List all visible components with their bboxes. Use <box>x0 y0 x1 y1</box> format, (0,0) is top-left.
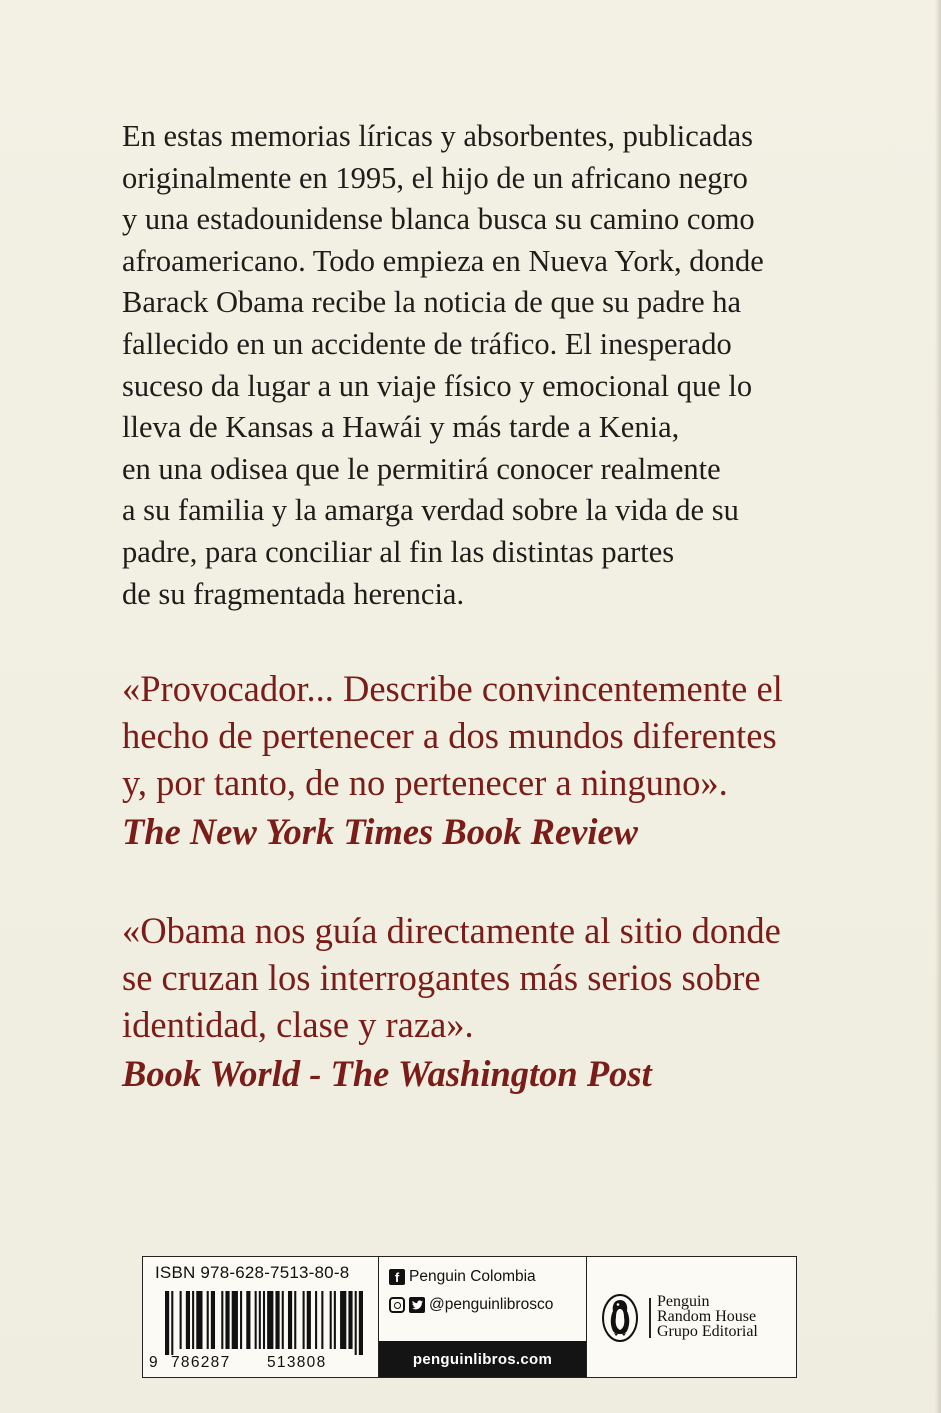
publisher-line: Random House <box>657 1308 757 1325</box>
facebook-icon: f <box>389 1269 405 1285</box>
synopsis-line: en una odisea que le permitirá conocer realmente <box>122 451 721 486</box>
handle-row <box>389 1296 553 1314</box>
synopsis-line: y una estadounidense blanca busca su camino como <box>122 202 755 237</box>
quote-source: The New York Times Book Review <box>122 811 639 852</box>
cover-edge-shadow <box>935 0 941 1413</box>
barcode-bar <box>171 1291 173 1355</box>
barcode-bar <box>315 1291 317 1349</box>
barcode-lead-digit: 9 <box>149 1354 159 1371</box>
barcode-bar <box>288 1291 292 1349</box>
barcode-bar <box>334 1291 336 1349</box>
review-quote-washington-post <box>122 907 842 1097</box>
publisher-panel <box>587 1257 796 1377</box>
barcode-bar <box>359 1291 363 1355</box>
instagram-icon <box>389 1297 405 1313</box>
barcode-bar <box>225 1291 229 1349</box>
barcode-bar <box>275 1291 279 1349</box>
website-url: penguinlibros.com <box>412 1350 553 1368</box>
barcode-right-digits: 513808 <box>267 1354 327 1371</box>
barcode-bar <box>307 1291 311 1349</box>
social-handle: @penguinlibrosco <box>429 1296 554 1313</box>
barcode-publisher-box <box>142 1256 797 1378</box>
website-bar <box>379 1341 586 1377</box>
barcode-panel <box>143 1257 379 1377</box>
barcode <box>165 1291 363 1355</box>
barcode-bar <box>240 1291 242 1349</box>
barcode-bar <box>255 1291 257 1349</box>
barcode-bar <box>207 1291 209 1349</box>
barcode-bar <box>263 1291 265 1349</box>
barcode-bar <box>180 1291 182 1349</box>
barcode-bar <box>232 1291 238 1349</box>
penguin-logo-icon <box>601 1293 639 1343</box>
barcode-bar <box>192 1291 194 1349</box>
barcode-bar <box>294 1291 296 1349</box>
facebook-name: Penguin Colombia <box>409 1268 536 1285</box>
barcode-bar <box>340 1291 346 1349</box>
social-panel <box>379 1257 587 1377</box>
barcode-bar <box>165 1291 169 1355</box>
synopsis-line: de su fragmentada herencia. <box>122 576 465 611</box>
quote-line: «Provocador... Describe convincentemente el <box>122 668 783 709</box>
quote-line: hecho de pertenecer a dos mundos diferentes <box>122 715 777 756</box>
barcode-bar <box>259 1291 261 1349</box>
barcode-bar <box>355 1291 357 1355</box>
review-quote-nyt <box>122 665 842 855</box>
synopsis-line: originalmente en 1995, el hijo de un africano negro <box>122 160 748 195</box>
barcode-bar <box>211 1291 215 1349</box>
synopsis-line: padre, para conciliar al fin las distintas partes <box>122 534 675 569</box>
publisher-name <box>657 1294 758 1339</box>
barcode-bar <box>282 1291 284 1349</box>
publisher-divider <box>649 1298 651 1338</box>
barcode-bar <box>348 1291 352 1349</box>
barcode-bar <box>186 1291 190 1349</box>
twitter-icon <box>409 1297 425 1313</box>
synopsis-line: suceso da lugar a un viaje físico y emocional que lo <box>122 368 753 403</box>
isbn-label: ISBN 978-628-7513-80-8 <box>155 1263 350 1282</box>
quote-line: «Obama nos guía directamente al sitio donde <box>122 910 781 951</box>
synopsis-line: a su familia y la amarga verdad sobre la vida de su <box>122 493 739 528</box>
synopsis-line: fallecido en un accidente de tráfico. El inesperado <box>122 326 732 361</box>
barcode-left-digits: 786287 <box>171 1354 231 1371</box>
barcode-bar <box>321 1291 323 1349</box>
barcode-bar <box>330 1291 332 1349</box>
publisher-line: Penguin <box>657 1293 710 1310</box>
synopsis-line: lleva de Kansas a Hawái y más tarde a Kenia, <box>122 410 680 445</box>
synopsis-line: Barack Obama recibe la noticia de que su padre ha <box>122 285 742 320</box>
synopsis-line: En estas memorias líricas y absorbentes, publicadas <box>122 119 753 153</box>
publisher-line: Grupo Editorial <box>657 1323 758 1340</box>
quote-line: identidad, clase y raza». <box>122 1004 474 1045</box>
quote-source: Book World - The Washington Post <box>122 1053 652 1094</box>
synopsis-line: afroamericano. Todo empieza en Nueva York, donde <box>122 243 764 278</box>
barcode-bar <box>246 1291 250 1349</box>
quote-line: se cruzan los interrogantes más serios sobre <box>122 957 761 998</box>
barcode-bar <box>303 1291 305 1349</box>
synopsis <box>122 116 842 615</box>
facebook-row <box>389 1268 536 1286</box>
barcode-bar <box>221 1291 223 1349</box>
barcode-bar <box>267 1291 273 1349</box>
barcode-bar <box>196 1291 202 1349</box>
quote-line: y, por tanto, de no pertenecer a ninguno». <box>122 762 728 803</box>
